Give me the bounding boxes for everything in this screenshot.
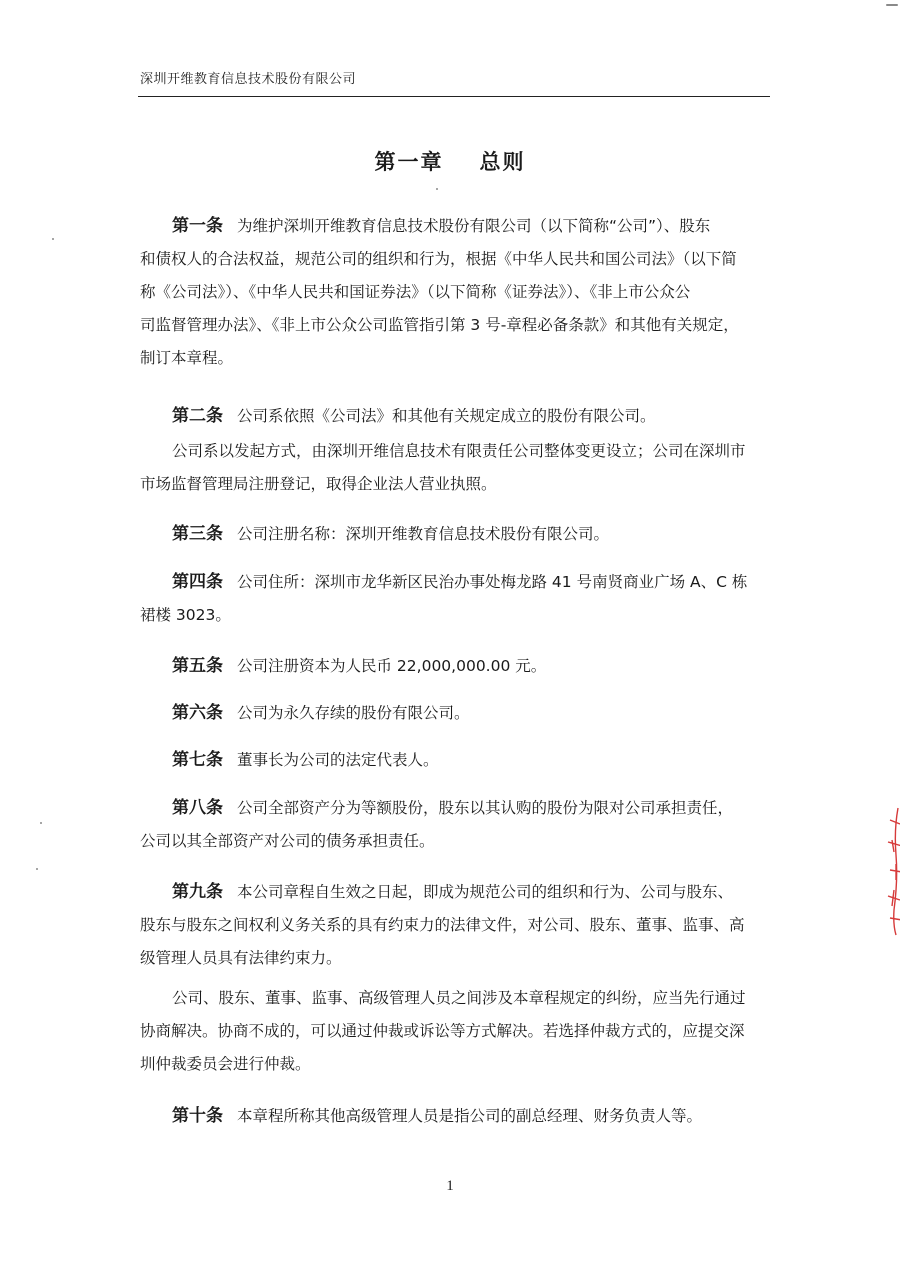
article-text-line: 制订本章程。 — [140, 349, 234, 367]
scan-speck — [436, 188, 438, 190]
paragraph-line: 圳仲裁委员会进行仲裁。 — [140, 1055, 311, 1073]
article-text-line: 股东与股东之间权利义务关系的具有约束力的法律文件，对公司、股东、董事、监事、高 — [140, 916, 745, 934]
article-text: 公司注册资本为人民币 22,000,000.00 元。 — [237, 657, 547, 675]
article-text-line: 公司住所：深圳市龙华新区民治办事处梅龙路 41 号南贤商业广场 A、C 栋 — [237, 573, 748, 591]
page-number: 1 — [446, 1178, 454, 1194]
article-text: 公司为永久存续的股份有限公司。 — [237, 704, 470, 722]
article-8 — [140, 792, 764, 858]
article-number: 第八条 — [172, 798, 223, 818]
article-6 — [140, 697, 764, 730]
article-2 — [140, 400, 764, 433]
scan-speck — [36, 868, 38, 870]
article-text-line: 为维护深圳开维教育信息技术股份有限公司（以下简称“公司”）、股东 — [237, 217, 711, 235]
article-text: 公司注册名称：深圳开维教育信息技术股份有限公司。 — [237, 525, 610, 543]
paragraph-line: 公司系以发起方式，由深圳开维信息技术有限责任公司整体变更设立；公司在深圳市 — [172, 442, 746, 460]
scan-speck — [886, 4, 898, 6]
article-number: 第七条 — [172, 750, 223, 770]
paragraph-line: 公司、股东、董事、监事、高级管理人员之间涉及本章程规定的纠纷，应当先行通过 — [172, 989, 746, 1007]
article-4 — [140, 566, 764, 632]
scan-speck — [40, 822, 42, 824]
article-text-line: 裙楼 3023。 — [140, 606, 231, 624]
article-number: 第三条 — [172, 524, 223, 544]
article-number: 第六条 — [172, 703, 223, 723]
chapter-title — [0, 146, 900, 176]
article-7 — [140, 744, 764, 777]
article-text: 董事长为公司的法定代表人。 — [237, 751, 439, 769]
chapter-name: 总则 — [479, 150, 526, 174]
article-3 — [140, 518, 764, 551]
article-number: 第十条 — [172, 1106, 223, 1126]
article-text-line: 级管理人员具有法律约束力。 — [140, 949, 342, 967]
scan-speck — [52, 238, 54, 240]
article-text: 本章程所称其他高级管理人员是指公司的副总经理、财务负责人等。 — [237, 1107, 703, 1125]
article-9-paragraph — [140, 982, 764, 1081]
article-number: 第五条 — [172, 656, 223, 676]
article-2-paragraph — [140, 435, 764, 501]
article-number: 第九条 — [172, 882, 223, 902]
article-text-line: 公司全部资产分为等额股份，股东以其认购的股份为限对公司承担责任， — [237, 799, 734, 817]
article-text-line: 本公司章程自生效之日起，即成为规范公司的组织和行为、公司与股东、 — [237, 883, 734, 901]
article-text-line: 和债权人的合法权益，规范公司的组织和行为，根据《中华人民共和国公司法》（以下简 — [140, 250, 737, 268]
paragraph-line: 协商解决。协商不成的，可以通过仲裁或诉讼等方式解决。若选择仲裁方式的，应提交深 — [140, 1022, 745, 1040]
header-divider — [138, 96, 770, 97]
article-number: 第四条 — [172, 572, 223, 592]
article-text-line: 公司以其全部资产对公司的债务承担责任。 — [140, 832, 435, 850]
header-company-name: 深圳开维教育信息技术股份有限公司 — [140, 72, 357, 87]
article-number: 第二条 — [172, 406, 223, 426]
article-5 — [140, 650, 764, 683]
article-text-line: 称《公司法》）、《中华人民共和国证券法》（以下简称《证券法》）、《非上市公众公 — [140, 283, 691, 301]
article-10 — [140, 1100, 764, 1133]
article-number: 第一条 — [172, 216, 223, 236]
paragraph-line: 市场监督管理局注册登记，取得企业法人营业执照。 — [140, 475, 497, 493]
article-9 — [140, 876, 764, 975]
article-1 — [140, 210, 764, 375]
article-text-line: 司监督管理办法》、《非上市公众公司监管指引第 3 号-章程必备条款》和其他有关规定， — [140, 316, 739, 334]
chapter-number: 第一章 — [374, 150, 444, 174]
seal-stamp-fragment — [876, 800, 900, 940]
article-text: 公司系依照《公司法》和其他有关规定成立的股份有限公司。 — [237, 407, 656, 425]
